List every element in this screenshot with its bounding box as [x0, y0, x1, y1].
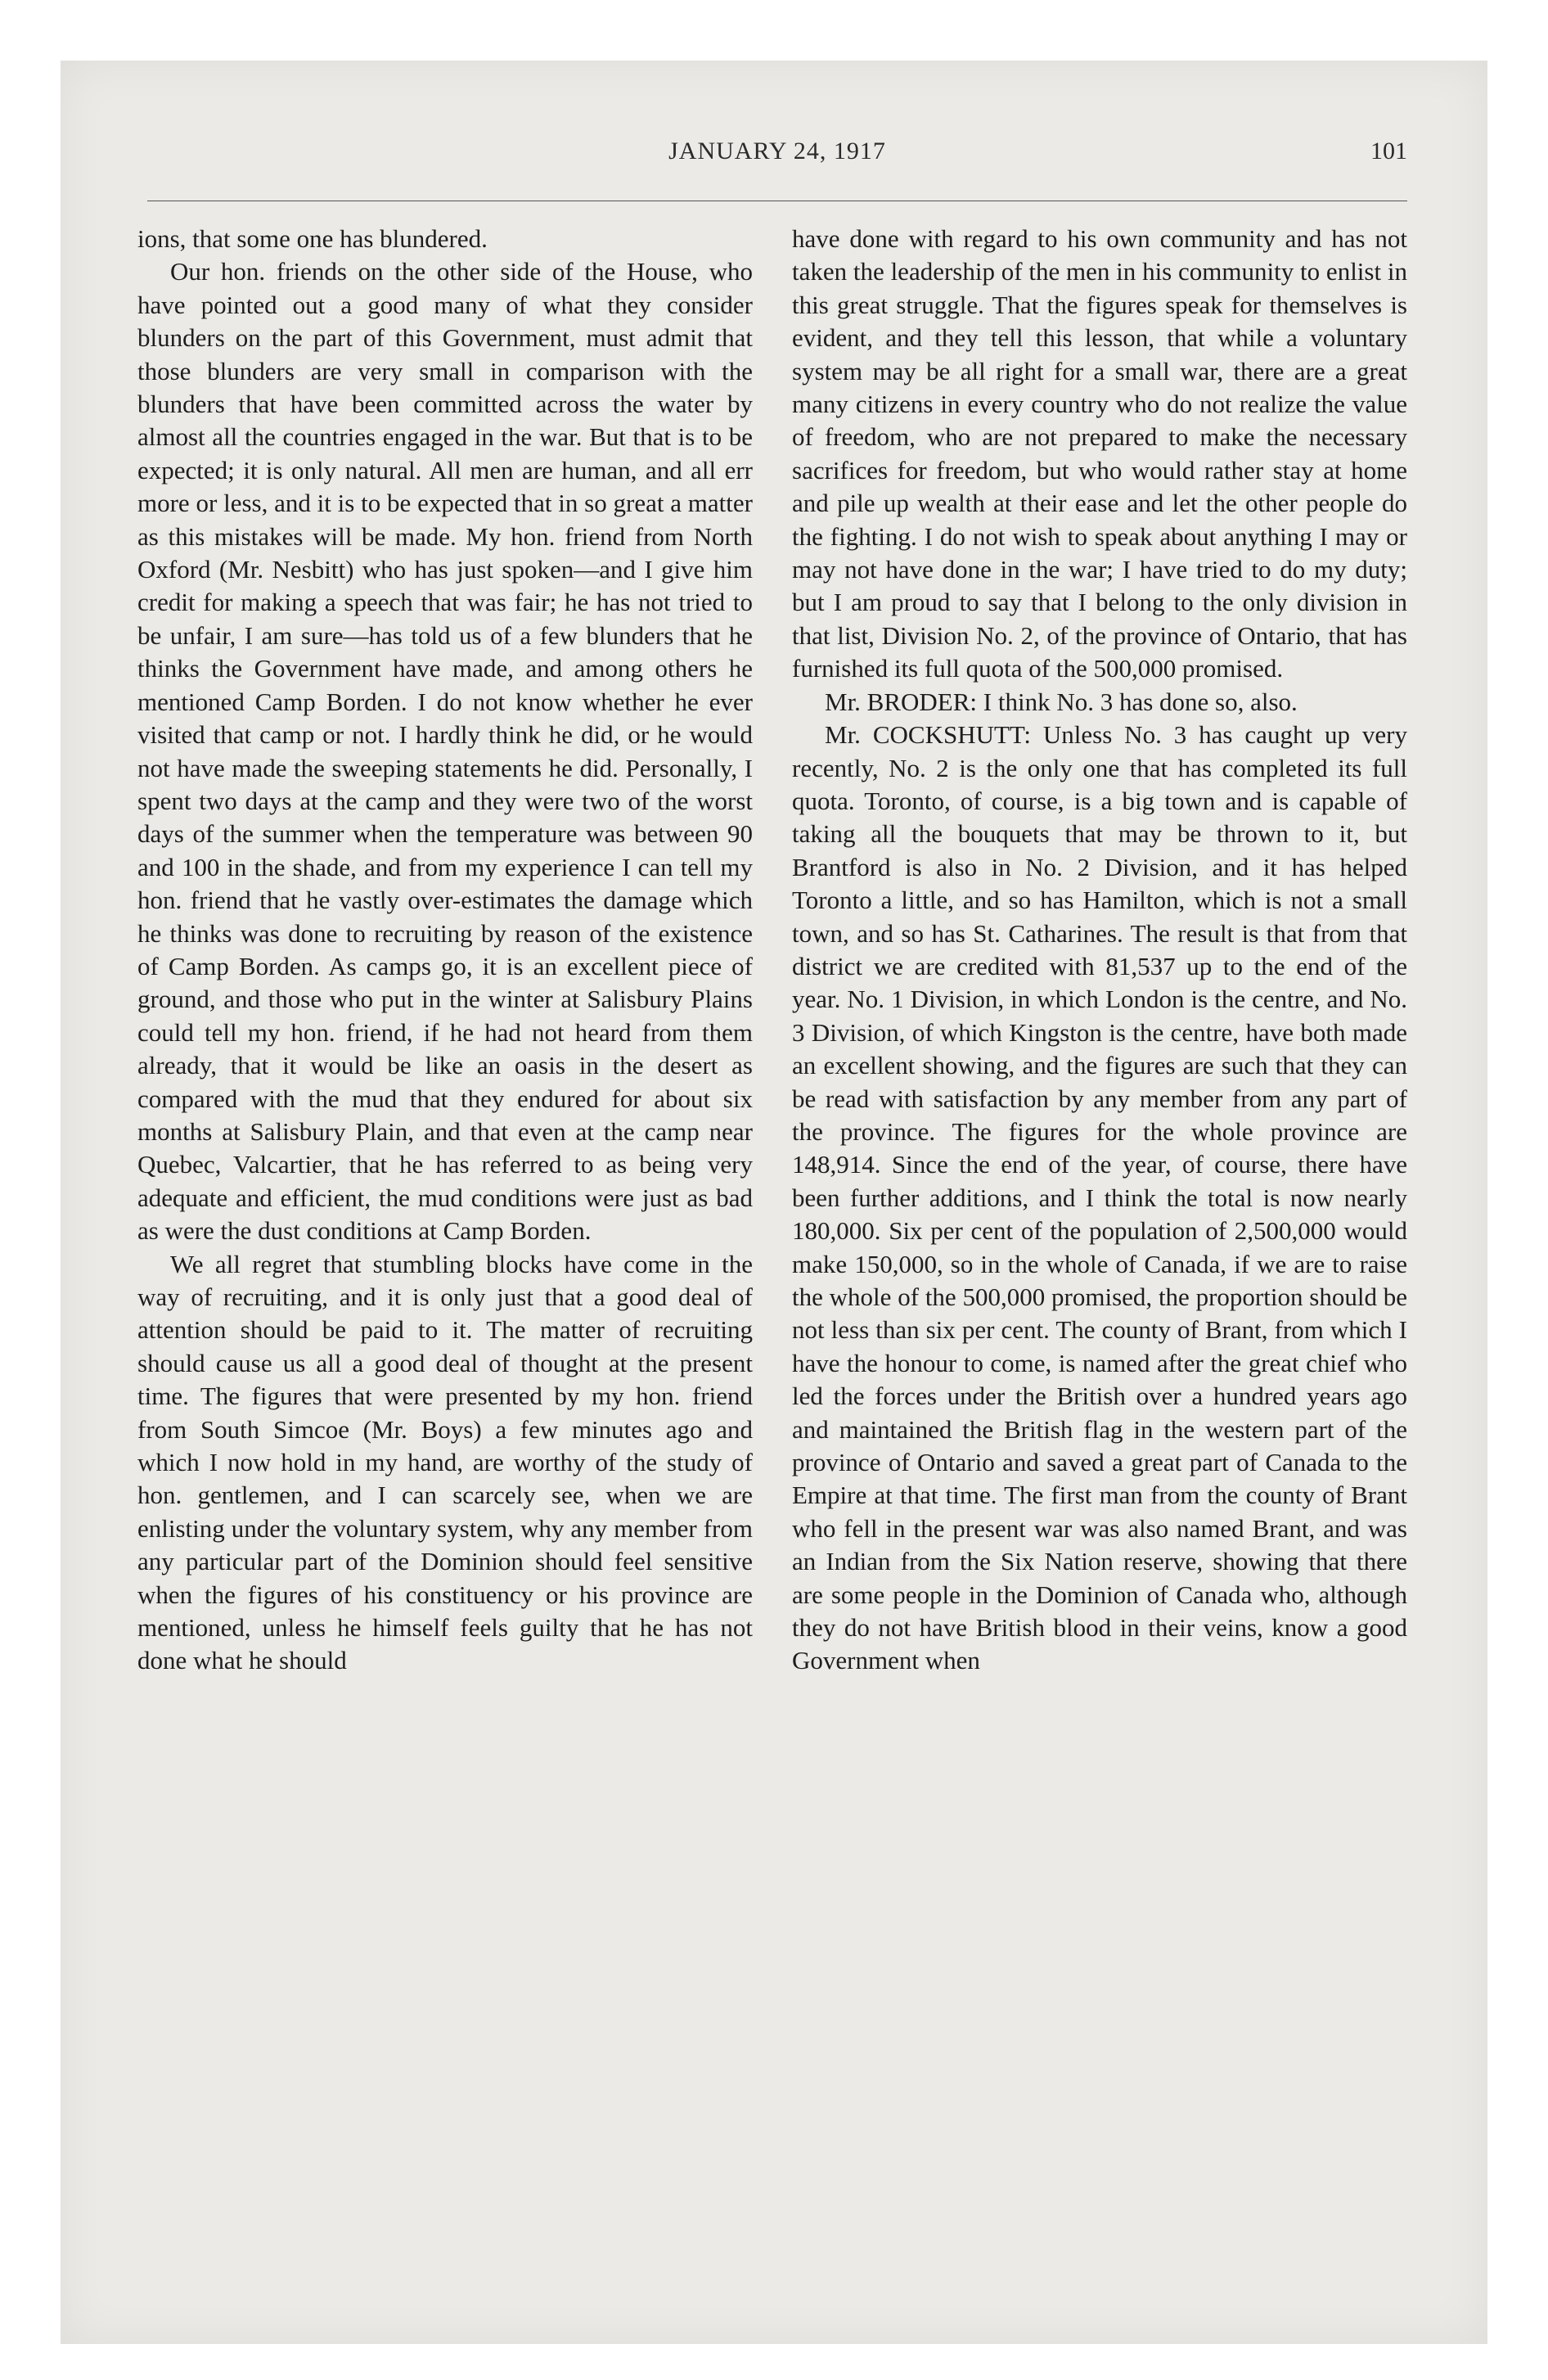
- paragraph: Mr. COCKSHUTT: Unless No. 3 has caught up very recently, No. 2 is the only one that has completed its full quota. Toronto, of course, is a big town and is capable of taking all the bouquets that may be thrown to it, but Brantford is also in No. 2 Division, and it has helped Toronto a little, and so has Hamilton, which is not a small town, and so has St. Catharines. The result is that from that district we are credited with 81,537 up to the end of the year. No. 1 Division, in which London is the centre, and No. 3 Division, of which Kingston is the centre, have both made an excellent showing, and the figures are such that they can be read with satisfaction by any member from any part of the province. The figures for the whole province are 148,914. Since the end of the year, of course, there have been further additions, and I think the total is now nearly 180,000. Six per cent of the population of 2,500,000 would make 150,000, so in the whole of Canada, if we are to raise the whole of the 500,000 promised, the proportion should be not less than six per cent. The county of Brant, from which I have the honour to come, is named after the great chief who led the forces under the British over a hundred years ago and maintained the British flag in the western part of the province of Ontario and saved a great part of Canada to the Empire at that time. The first man from the county of Brant who fell in the present war was also named Brant, and was an Indian from the Six Nation reserve, showing that there are some people in the Dominion of Canada who, although they do not have British blood in their veins, know a good Government when: [792, 720, 1407, 1675]
- running-title: JANUARY 24, 1917: [668, 137, 886, 165]
- paragraph: Our hon. friends on the other side of the House, who have pointed out a good many of what they consider blunders on the part of this Government, must admit that those blunders are very small in comparison with the blunders that have been committed across the water by almost all the countries engaged in the war. But that is to be expected; it is only natural. All men are human, and all err more or less, and it is to be expected that in so great a matter as this mistakes will be made. My hon. friend from North Oxford (Mr. Nesbitt) who has just spoken—and I give him credit for making a speech that was fair; he has not tried to be unfair, I am sure—has told us of a few blunders that he thinks the Government have made, and among others he mentioned Camp Borden. I do not know whether he ever visited that camp or not. I hardly think he did, or he would not have made the sweeping statements he did. Personally, I spent two days at the camp and they were two of the worst days of the summer when the temperature was between 90 and 100 in the shade, and from my experience I can tell my hon. friend that he vastly over-estimates the damage which he thinks was done to recruiting by reason of the existence of Camp Borden. As camps go, it is an excellent piece of ground, and those who put in the winter at Salisbury Plains could tell my hon. friend, if he had not heard from them already, that it would be like an oasis in the desert as compared with the mud that they endured for about six months at Salisbury Plain, and that even at the camp near Quebec, Valcartier, that he has referred to as being very adequate and efficient, the mud conditions were just as bad as were the dust conditions at Camp Borden.: [137, 257, 753, 1246]
- page-number: 101: [1370, 137, 1407, 165]
- paragraph: We all regret that stumbling blocks have come in the way of recruiting, and it is only just that a good deal of attention should be paid to it. The matter of recruiting should cause us all a good deal of thought at the present time. The figures that were presented by my hon. friend from South Simcoe (Mr. Boys) a few minutes ago and which I now hold in my hand, are worthy of the study of hon. gentlemen, and I can scarcely see, when we are enlisting under the voluntary system, why any member from any particular part of the Dominion should feel sensitive when the figures of his constituency or his province are mentioned, unless he himself feels guilty that he has not done what he should: [137, 1249, 753, 1675]
- left-column: [137, 223, 753, 1678]
- page-header: [147, 137, 1407, 170]
- paragraph: ions, that some one has blundered.: [137, 224, 488, 253]
- paragraph: Mr. BRODER: I think No. 3 has done so, also.: [825, 687, 1298, 716]
- paragraph: have done with regard to his own community and has not taken the leadership of the men in his community to enlist in this great struggle. That the figures speak for themselves is evident, and they tell this lesson, that while a voluntary system may be all right for a small war, there are a great many citizens in every country who do not realize the value of freedom, who are not prepared to make the necessary sacrifices for freedom, but who would rather stay at home and pile up wealth at their ease and let the other people do the fighting. I do not wish to speak about anything I may or may not have done in the war; I have tried to do my duty; but I am proud to say that I belong to the only division in that list, Division No. 2, of the province of Ontario, that has furnished its full quota of the 500,000 promised.: [792, 224, 1407, 683]
- right-column: [792, 223, 1407, 1678]
